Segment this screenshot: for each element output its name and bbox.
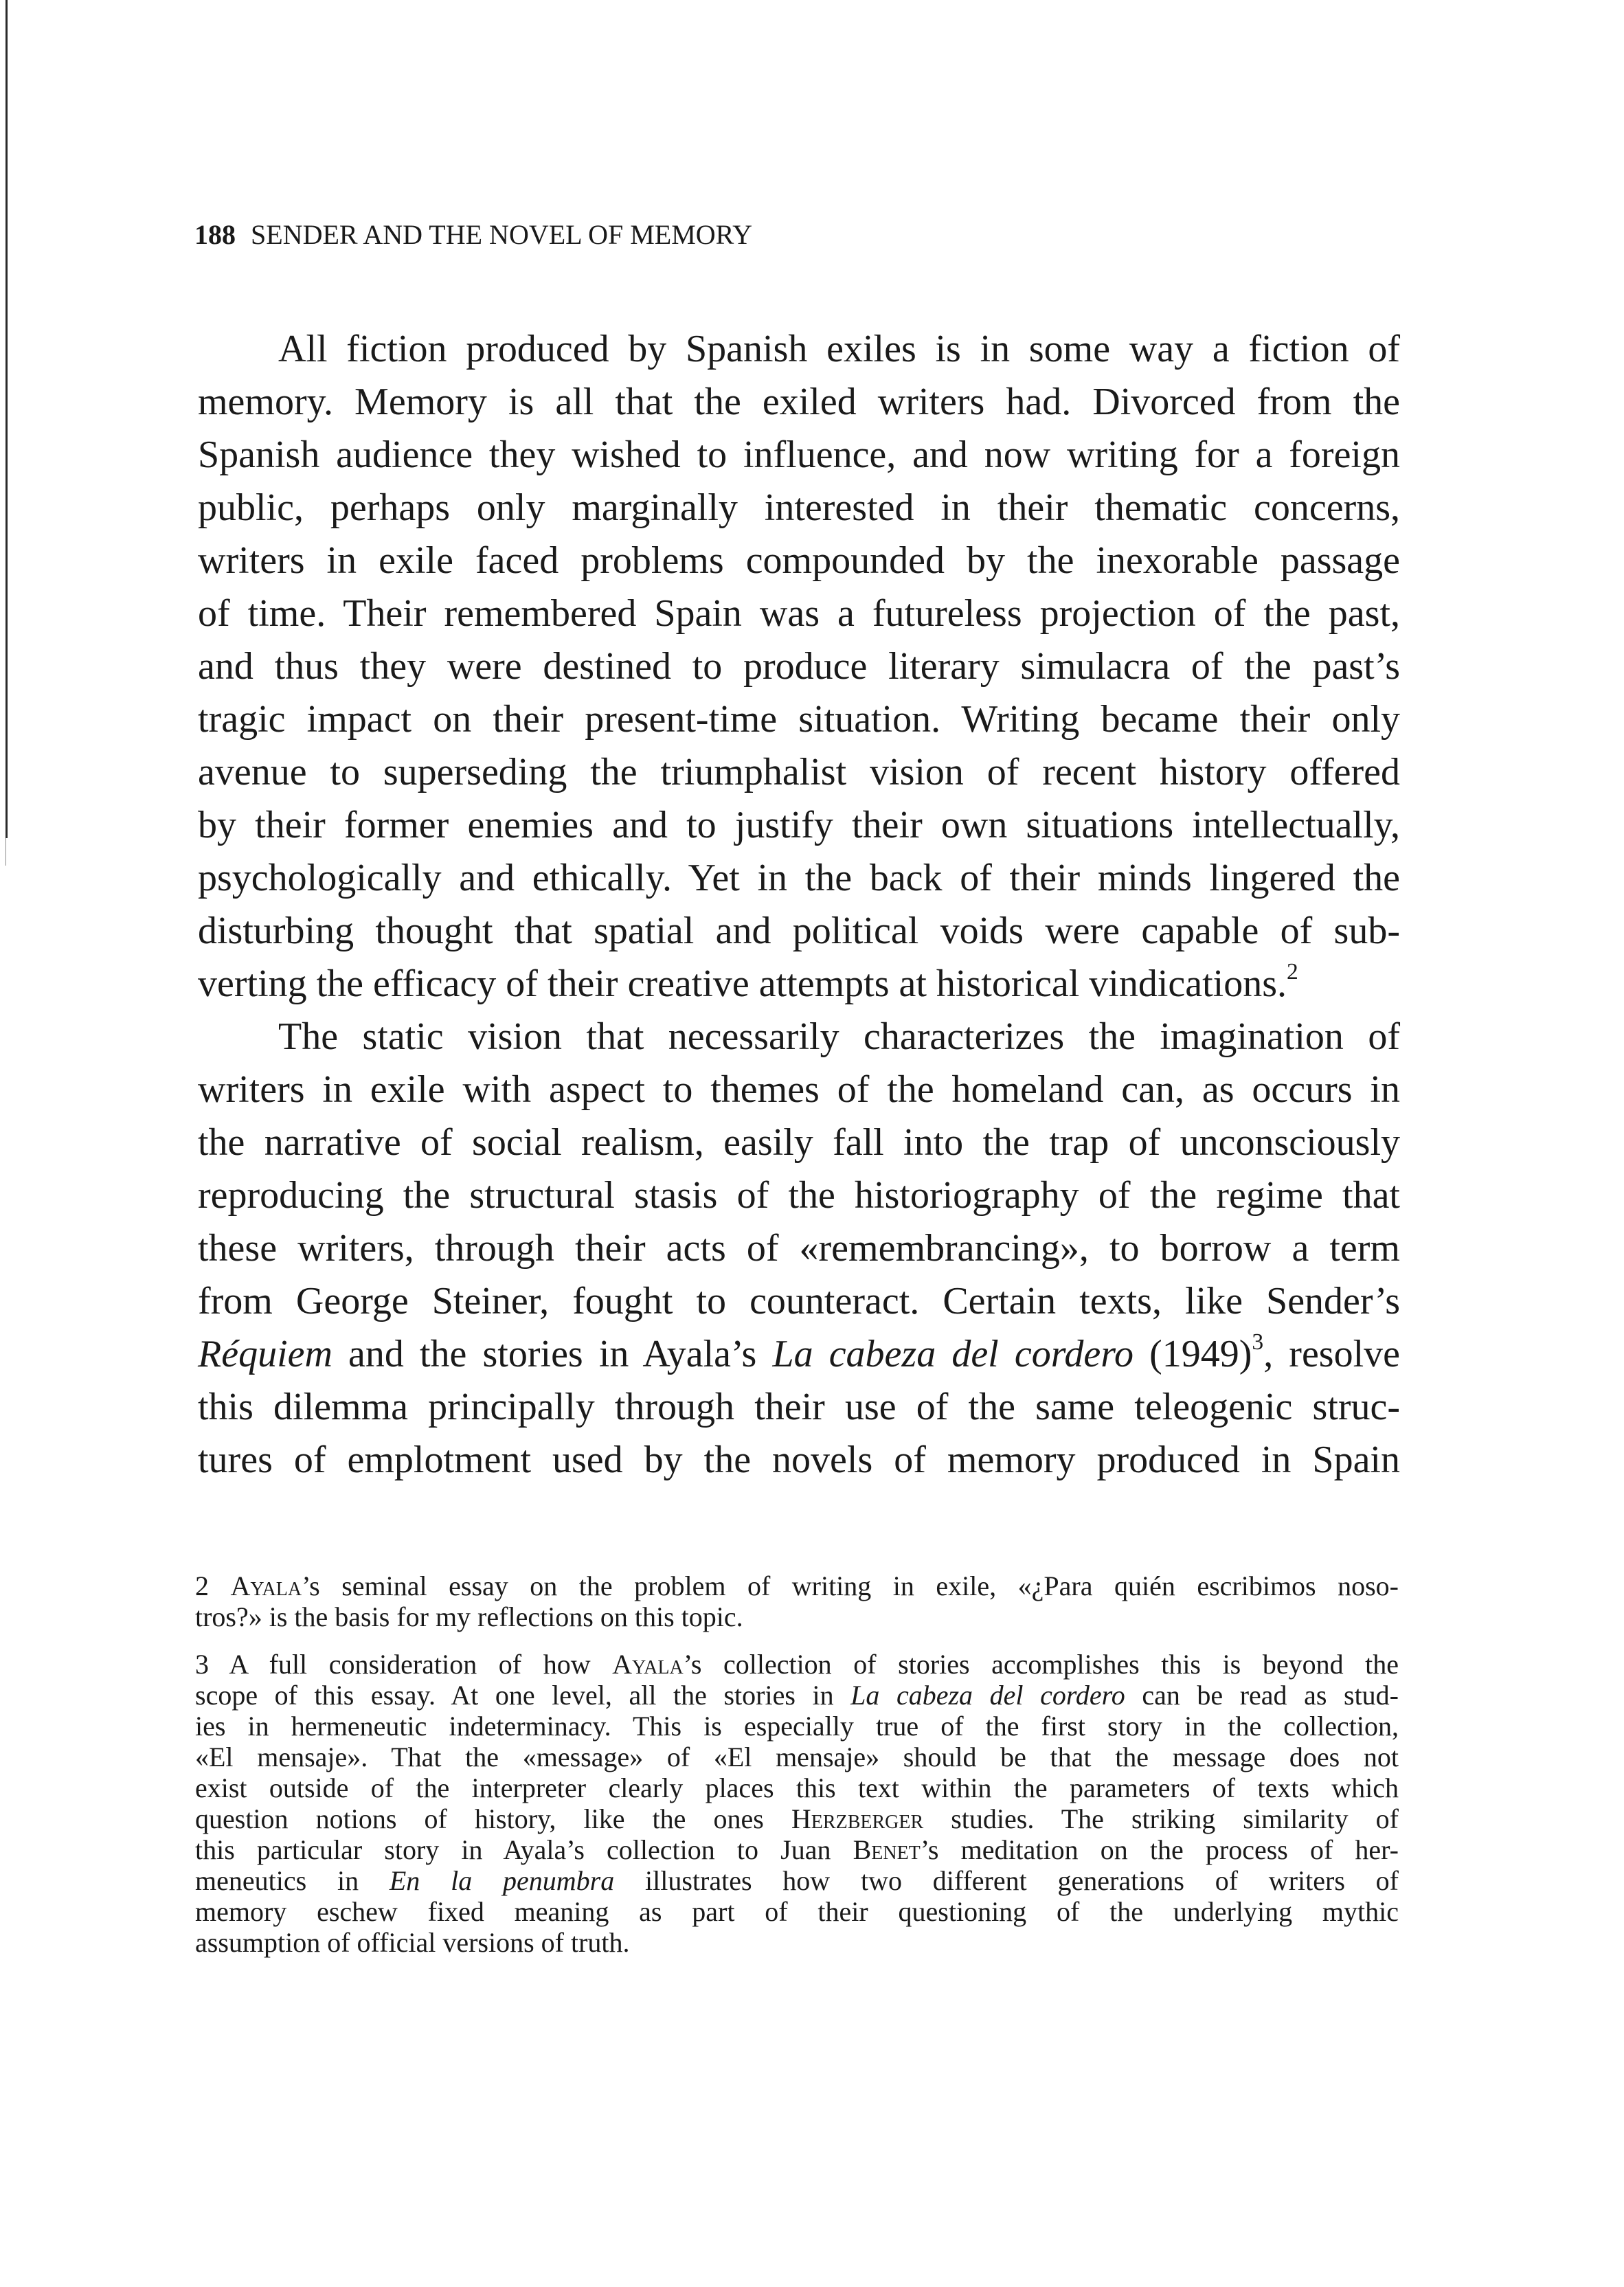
text-line: All fiction produced by Spanish exiles is in some way a fiction of [278,328,1400,370]
footnote-ref-2[interactable]: 2 [1287,958,1298,984]
text-line: public, perhaps only marginally interested in their thematic concerns, [198,486,1400,529]
text-line: verting the efficacy of their creative attempts at historical vindications.$^2$ [198,958,1298,1005]
text-line: of time. Their remembered Spain was a futureless projection of the past, [198,592,1400,635]
footnote-3-line: «El mensaje». That the «message» of «El mensaje» should be that the message does not [195,1742,1399,1772]
title-en-la-penumbra: En la penumbra [389,1865,615,1896]
author-name: Benet [853,1834,921,1865]
running-header [194,214,752,256]
footnote-2-line: tros?» is the basis for my reflections on this topic. [195,1601,743,1632]
footnote-3-line: scope of this essay. At one level, all the stories in La cabeza del cordero can be read as stud- [195,1680,1399,1711]
author-name: Ayala [612,1649,684,1680]
text-line: writers in exile faced problems compounded by the inexorable passage [198,539,1400,582]
author-name: Herzberger [791,1803,924,1834]
footnote-3-line: assumption of official versions of truth. [195,1927,630,1958]
text-line: the narrative of social realism, easily fall into the trap of unconsciously [198,1121,1400,1164]
text-line: from George Steiner, fought to counteract. Certain texts, like Sender’s [198,1280,1400,1322]
footnote-3-line: this particular story in Ayala’s collection to Juan Benet’s meditation on the process of her- [195,1834,1399,1865]
text-line: and thus they were destined to produce literary simulacra of the past’s [198,645,1400,688]
footnote-3-line: ies in hermeneutic indeterminacy. This is especially true of the first story in the collection, [195,1711,1399,1742]
text-line: memory. Memory is all that the exiled writers had. Divorced from the [198,381,1400,423]
title-cabeza-del-cordero: La cabeza del cordero [772,1333,1134,1375]
text-line: avenue to superseding the triumphalist vision of recent history offered [198,751,1400,793]
text-line: tures of emplotment used by the novels of memory produced in Spain [198,1439,1400,1481]
text-line: Spanish audience they wished to influence, and now writing for a foreign [198,433,1400,476]
footnote-ref-3[interactable]: 3 [1252,1329,1264,1355]
page-edge-line [5,0,8,838]
text-line: this dilemma principally through their use of the same teleogenic struc- [198,1386,1400,1428]
page-number: 188 [194,219,236,250]
footnote-3-line: question notions of history, like the ones Herzberger studies. The striking similarity of [195,1803,1399,1834]
text-line: by their former enemies and to justify their own situations intellectually, [198,804,1400,846]
text-line: Réquiem and the stories in Ayala’s La cabeza del cordero $(1949)^3$, resolve [198,1329,1401,1375]
title-cabeza-del-cordero: La cabeza del cordero [850,1680,1125,1711]
text-line: psychologically and ethically. Yet in the back of their minds lingered the [198,857,1400,899]
page-edge-line-faint [5,838,6,866]
text-line: writers in exile with aspect to themes of the homeland can, as occurs in [198,1068,1400,1111]
main-text [198,323,1400,1487]
text-line: these writers, through their acts of «remembrancing», to borrow a term [198,1227,1400,1270]
footnote-3-line: memory eschew fixed meaning as part of their questioning of the underlying mythic [195,1896,1399,1927]
footnote-2-line: 2 Ayala’s seminal essay on the problem of writing in exile, «¿Para quién escribimos noso- [195,1570,1399,1601]
running-title: SENDER AND THE NOVEL OF MEMORY [251,219,753,250]
title-requiem: Réquiem [198,1333,332,1375]
text-line: disturbing thought that spatial and political voids were capable of sub- [198,910,1400,952]
footnote-3-line: exist outside of the interpreter clearly places this text within the parameters of texts which [195,1772,1399,1803]
text-line: tragic impact on their present-time situation. Writing became their only [198,698,1400,741]
footnote-3-line: meneutics in En la penumbra illustrates how two different generations of writers of [195,1865,1399,1896]
text-line: The static vision that necessarily characterizes the imagination of [278,1015,1400,1058]
footnotes [195,1570,1399,1958]
footnote-3-line: 3 A full consideration of how Ayala’s collection of stories accomplishes this is beyond the [195,1649,1399,1680]
text-line: reproducing the structural stasis of the historiography of the regime that [198,1174,1400,1217]
author-name: Ayala [230,1570,302,1601]
